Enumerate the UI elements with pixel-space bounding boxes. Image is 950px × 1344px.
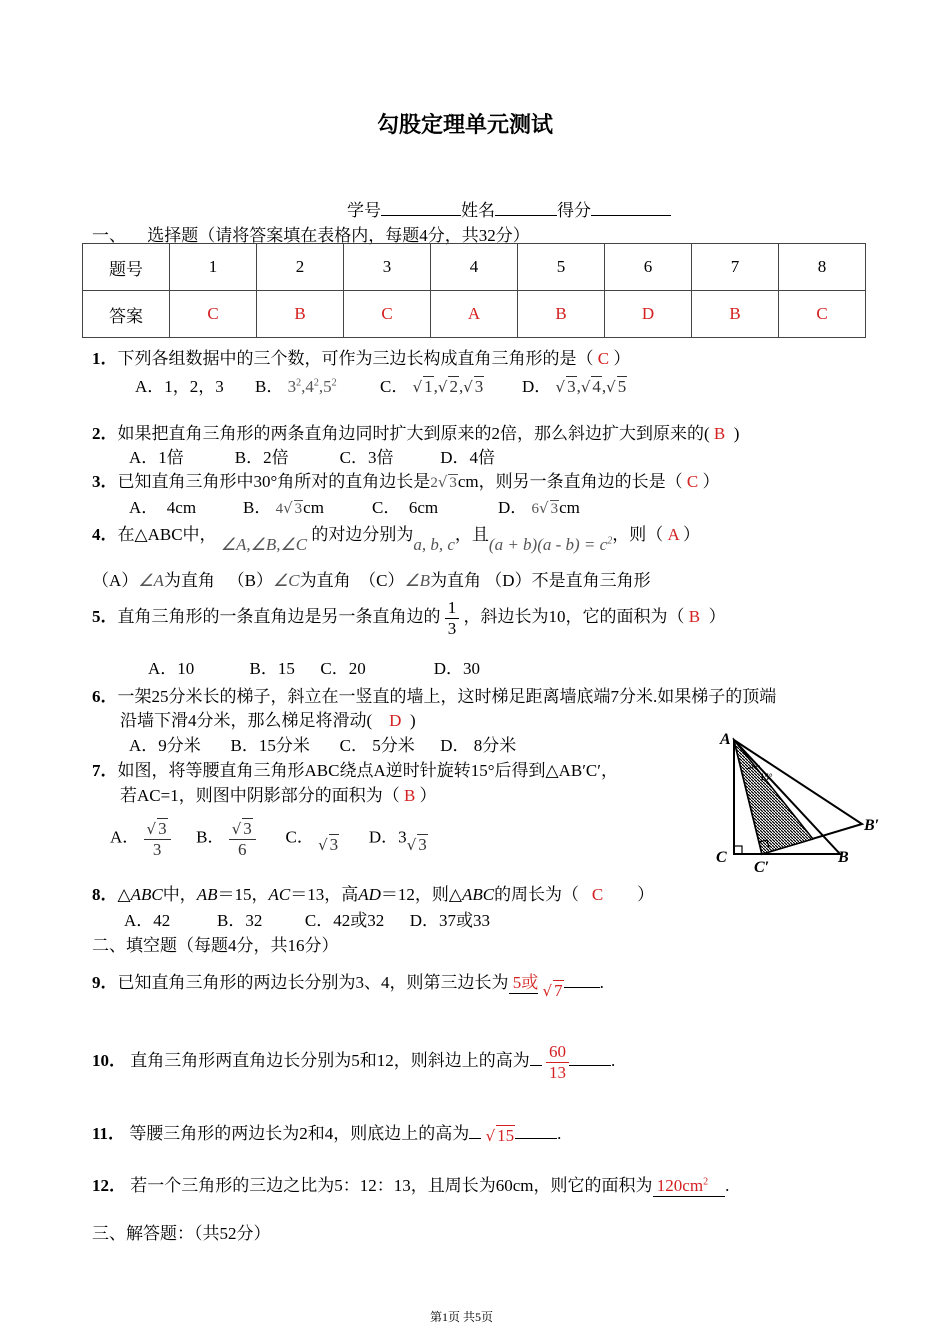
- question-number: 1．: [92, 349, 118, 368]
- table-cell: 8: [779, 244, 866, 291]
- answer-mark: D: [389, 711, 402, 730]
- page-footer: 第1页 共5页: [430, 1310, 494, 1324]
- answer-mark: A: [667, 525, 679, 544]
- answer-mark: C: [686, 472, 699, 491]
- question-7-options: A． $\frac{√ 3}{3}$ B． $\frac{√ 3}{6}$ C． √ 3 D．3√ 3: [110, 819, 427, 859]
- table-row: [83, 291, 866, 338]
- question-11: 11． 等腰三角形的两边长为2和4，则底边上的高为 √ 15 .: [92, 1124, 562, 1145]
- answer-cell[interactable]: B: [257, 291, 344, 338]
- question-2-options: A．1倍 B．2倍 C．3倍 D．4倍: [129, 448, 495, 467]
- question-1-option-b: B． $3^2,4^2,5^2$: [255, 377, 337, 396]
- question-3-option-a: A． 4cm: [129, 498, 197, 517]
- label-c-prime: C′: [754, 859, 770, 876]
- answer-cell[interactable]: B: [518, 291, 605, 338]
- id-label: 学号: [347, 201, 381, 220]
- table-cell: 6: [605, 244, 692, 291]
- rotation-figure: [712, 728, 892, 876]
- question-text: 下列各组数据中的三个数，可作为三边长构成直角三角形的是（: [117, 349, 594, 368]
- label-b-prime: B′: [864, 817, 880, 834]
- answer-table: [82, 243, 866, 338]
- fraction: $\frac{60}{13}$: [546, 1042, 569, 1082]
- question-5-options: A．10 B．15 C．20 D．30: [148, 659, 480, 678]
- table-cell: 4: [431, 244, 518, 291]
- answer-cell[interactable]: C: [170, 291, 257, 338]
- question-8: 8．△ABC中，AB＝15，AC＝13，高AD＝12，则△ABC的周长为（ C ）: [92, 885, 655, 904]
- table-cell: 5: [518, 244, 605, 291]
- id-blank[interactable]: [381, 199, 461, 216]
- name-label: 姓名: [461, 201, 495, 220]
- answer-cell[interactable]: D: [605, 291, 692, 338]
- question-3-option-c: C． 6cm: [372, 498, 439, 517]
- score-blank[interactable]: [591, 199, 671, 216]
- question-3: 3．已知直角三角形中30°角所对的直角边长是2√ 3cm，则另一条直角边的长是（ C ）: [92, 472, 720, 491]
- table-cell: 2: [257, 244, 344, 291]
- question-2: 2．如果把直角三角形的两条直角边同时扩大到原来的2倍，那么斜边扩大到原来的( B ): [92, 424, 740, 443]
- question-6-options: A．9分米 B．15分米 C． 5分米 D． 8分米: [129, 736, 517, 755]
- answer-cell[interactable]: A: [431, 291, 518, 338]
- question-9: 9．已知直角三角形的两边长分别为3、4，则第三边长为 5或 √ 7 .: [92, 968, 604, 994]
- answer-mark: B: [713, 424, 726, 443]
- section-answer-heading: 三、解答题：（共52分）: [92, 1224, 271, 1243]
- question-4-options: （A）∠A为直角 （B）∠C为直角 （C）∠B为直角 （D）不是直角三角形: [92, 571, 651, 590]
- right-angle-mark: [734, 846, 742, 854]
- shaded-region: [734, 740, 813, 854]
- question-8-options: A．42 B．32 C．42或32 D．37或33: [124, 911, 490, 930]
- question-7: 7．如图，将等腰直角三角形ABC绕点A逆时针旋转15°后得到△AB′C′，: [92, 761, 618, 780]
- label-a: A: [720, 731, 731, 748]
- question-5: 5．直角三角形的一条直角边是另一条直角边的 $\frac{1}{3}$ ，斜边长为10，它的面积为（ B ）: [92, 598, 726, 638]
- question-1: [92, 344, 630, 369]
- question-10: 10． 直角三角形两直角边长分别为5和12，则斜边上的高为 $\frac{60}{13}$ .: [92, 1042, 616, 1082]
- page-title: 勾股定理单元测试: [377, 112, 554, 137]
- name-blank[interactable]: [495, 199, 557, 216]
- question-12: 12． 若一个三角形的三边之比为5：12：13，且周长为60cm，则它的面积为 $120cm^2$ .: [92, 1176, 730, 1195]
- answer-cell[interactable]: B: [692, 291, 779, 338]
- answer-blank[interactable]: 5或: [509, 968, 539, 994]
- question-6-line-2: 沿墙下滑4分米，那么梯足将滑动( D ): [120, 711, 416, 730]
- question-7-line-2: 若AC=1，则图中阴影部分的面积为（ B ）: [120, 786, 437, 805]
- question-close: ）: [613, 349, 631, 368]
- label-angle: 15°: [760, 772, 773, 782]
- table-cell: 7: [692, 244, 779, 291]
- question-4: 4．在△ABC中， ∠A,∠B,∠C 的对边分别为a, b, c，且$(a + b)(a - b) = c^2$，则（ A ）: [92, 525, 701, 554]
- table-cell: 3: [344, 244, 431, 291]
- answer-blank[interactable]: $120cm^2$: [653, 1176, 726, 1197]
- answer-cell[interactable]: C: [779, 291, 866, 338]
- table-header-cell: 答案: [83, 291, 170, 338]
- section-choice-heading: 一、 选择题（请将答案填在表格内，每题4分，共32分）: [92, 226, 530, 245]
- answer-cell[interactable]: C: [344, 291, 431, 338]
- table-header-cell: 题号: [83, 244, 170, 291]
- answer-mark: B: [688, 606, 701, 626]
- label-b: B: [838, 849, 849, 866]
- label-c: C: [716, 849, 727, 866]
- score-label: 得分: [557, 201, 591, 220]
- question-1-option-c: C． √ 1,√ 2,√ 3: [380, 377, 484, 396]
- section-fill-heading: 二、填空题（每题4分，共16分）: [92, 936, 339, 955]
- question-6: 6．一架25分米长的梯子，斜立在一竖直的墙上，这时梯足距离墙底端7分米.如果梯子的顶端: [92, 687, 777, 706]
- question-1-option-d: D． √ 3,√ 4,√ 5: [522, 377, 627, 396]
- table-row: [83, 244, 866, 291]
- answer-mark: C: [597, 349, 610, 368]
- question-3-option-d: D． 6√ 3cm: [498, 498, 580, 517]
- table-cell: 1: [170, 244, 257, 291]
- student-info: [347, 196, 671, 221]
- question-1-option-a: A．1，2，3: [135, 377, 224, 396]
- answer-mark: C: [591, 885, 604, 904]
- answer-mark: B: [403, 786, 416, 805]
- fraction: $\frac{1}{3}$: [445, 598, 460, 638]
- question-3-option-b: B． 4√ 3cm: [243, 498, 324, 517]
